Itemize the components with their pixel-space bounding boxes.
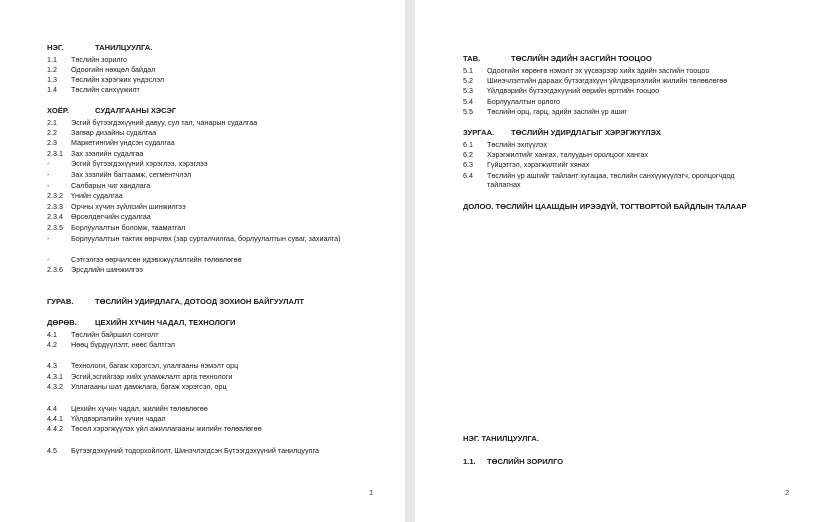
item-number: 2.3.4	[47, 212, 63, 221]
item-text: Үйлдвэрийн бүтээгдэхүүний өөрийн өртгийн тооцоо	[487, 86, 660, 95]
heading-number: ЗУРГАА.	[463, 128, 495, 137]
item-number: 4.4.2	[47, 424, 63, 433]
item-text: Борлуулалтын боломж, тааматгал	[71, 223, 186, 232]
item-text: Технологи, багаж хэрэгсэл, улалгааны нэмэлт орц	[71, 361, 239, 370]
item-text: Төслийн зорилго	[71, 55, 128, 64]
item-number: -	[47, 159, 50, 168]
item-number: 6.3	[463, 160, 473, 169]
item-text: Төслийн санхүүжилт	[71, 85, 140, 94]
heading-title: ТӨСЛИЙН ЭДИЙН ЗАСГИЙН ТООЦОО	[511, 54, 652, 63]
heading-number: ГУРАВ.	[47, 297, 74, 306]
item-text: Одоогийн хөрөнгө нэмэлт эх үүсвэрээр хийх эдийн засгийн тооцоо	[487, 66, 710, 75]
item-text: Шинэчлэлтийн дараах бүтээгдэхүүн үйлдвэрлэлийн жилийн төлөвлөгөө	[487, 76, 728, 85]
item-number: 2.3.3	[47, 202, 63, 211]
item-number: 2.3.2	[47, 191, 63, 200]
heading-number: ДӨРӨВ.	[47, 318, 77, 327]
item-number: 4.3.1	[47, 372, 63, 381]
item-text: Бүтээгдэхүүний тодорхойлолт, Шинэчлэгдсэн Бүтээгдэхүүний танилцуулга	[71, 446, 320, 455]
heading-title: ТӨСЛИЙН УДИРДЛАГА, ДОТООД ЗОХИОН БАЙГУУЛАЛТ	[95, 297, 304, 306]
item-number: 1.3	[47, 75, 57, 84]
item-text: Цехийн хүчин чадал, жилийн төлөвлөгөө	[71, 404, 208, 413]
item-text: Өрсөлдөгчийн судалгаа	[71, 212, 151, 221]
item-text: Салбарын чиг хандлага	[71, 181, 151, 190]
page-number: 2	[785, 488, 790, 497]
heading-number: НЭГ.	[47, 43, 64, 52]
item-text: Нөөц бүрдүүлэлт, нөөс балтгэл	[71, 340, 175, 349]
item-text: Төсөл хэрэгжүүлэх үйл ажиллагааны жилийн төлөвлөгөө	[71, 424, 262, 433]
item-text: Загвар дизайны судалгаа	[71, 128, 157, 137]
item-text: Үйлдвэрлэлийн хүчин чадал	[71, 414, 166, 423]
item-number: 2.3	[47, 138, 57, 147]
heading-number: 1.1.	[463, 457, 476, 466]
item-number: -	[47, 170, 50, 179]
item-text: Уллагааны шат дамжлага, багаж хэрэгсэл, орц	[71, 382, 227, 391]
item-number: 1.1	[47, 55, 57, 64]
heading-title: СУДАЛГААНЫ ХЭСЭГ	[95, 106, 177, 115]
heading-title: ТӨСЛИЙН УДИРДЛАГЫГ ХЭРЭГЖҮҮЛЭХ	[511, 128, 661, 137]
item-number: 4.4.1	[47, 414, 63, 423]
item-text: Эсгий бүтээгдэхүүний хэрэглээ, хэрэглээ	[71, 159, 208, 168]
heading-number: ТАВ.	[463, 54, 481, 63]
item-number: 5.1	[463, 66, 473, 75]
item-number: 5.5	[463, 107, 473, 116]
item-number: -	[47, 255, 50, 264]
item-text: Сэтгэлгээ өөрчилсөн идэвхжүүлалтийн төлөвлөгөө	[71, 255, 242, 264]
item-text: Эрсдлийн шинжилгээ	[71, 265, 143, 274]
item-text: Одоогийн нөхцөл байдал	[71, 65, 156, 74]
item-text: Гүйцэтгэл, хэрэгжилтийг хянах	[487, 160, 590, 169]
page-number: 1	[369, 488, 374, 497]
item-text: Хэрэгжилтийг хангах, талуудын оролцоог хангах	[487, 150, 649, 159]
item-number: 4.3.2	[47, 382, 63, 391]
heading-title: ТАНИЛЦУУЛГА.	[95, 43, 153, 52]
item-number: 6.1	[463, 140, 473, 149]
toc-item	[463, 171, 763, 191]
item-number: 2.3.5	[47, 223, 63, 232]
item-number: 2.2	[47, 128, 57, 137]
toc-item	[47, 234, 347, 254]
item-number: 4.3	[47, 361, 57, 370]
item-number: 2.3.6	[47, 265, 63, 274]
item-text: Зах зээлийн багтаамж, сегментчлэл	[71, 170, 192, 179]
item-number: 5.2	[463, 76, 473, 85]
item-number: 4.2	[47, 340, 57, 349]
item-number: 2.1	[47, 118, 57, 127]
item-text: Төслийн байршил сонголт	[71, 330, 159, 339]
item-text: Эсгий,эсгийгээр хийх уламжлалт арга технологи	[71, 372, 233, 381]
item-text: Үнийн судалгаа	[71, 191, 123, 200]
item-text: Эсгий бүтээгдэхүүний давуу, сул тал, чанарын судалгаа	[71, 118, 258, 127]
heading-number: ХОЁР.	[47, 106, 69, 115]
item-text: Төслийн үр ашгийг тайлант хугацаа, төслийн санхүүжүүлэгч, оролцогчдод тайлагнах	[487, 171, 735, 189]
document-page-2	[415, 0, 823, 522]
item-number: 5.3	[463, 86, 473, 95]
body-heading: НЭГ. ТАНИЛЦУУЛГА.	[463, 434, 539, 443]
item-number: 1.4	[47, 85, 57, 94]
item-number: -	[47, 234, 50, 243]
heading-title: ЦЕХИЙН ХҮЧИН ЧАДАЛ, ТЕХНОЛОГИ	[95, 318, 236, 327]
item-number: 4.5	[47, 446, 57, 455]
item-text: Орчны хүчин зүйлсийн шинжилгээ	[71, 202, 186, 211]
heading-title: ТӨСЛИЙН ЗОРИЛГО	[487, 457, 564, 466]
item-number: 4.4	[47, 404, 57, 413]
item-text: Төслийн хэрэгжих үндэслэл	[71, 75, 165, 84]
item-number: 6.4	[463, 171, 473, 180]
item-text: Зах зээлийн судалгаа	[71, 149, 144, 158]
item-text: Төслийн орц, гарц, эдийн засгийн үр ашиг	[487, 107, 628, 116]
item-number: 2.3.1	[47, 149, 63, 158]
item-text: Борлуулалтын орлого	[487, 97, 560, 106]
item-number: 4.1	[47, 330, 57, 339]
section-heading-7: ДОЛОО. ТӨСЛИЙН ЦААШДЫН ИРЭЭДҮЙ, ТОГТВОРТОЙ БАЙДЛЫН ТАЛААР	[463, 202, 747, 211]
item-number: 5.4	[463, 97, 473, 106]
item-number: -	[47, 181, 50, 190]
document-page-1	[0, 0, 405, 522]
item-text: Төслийн эхлүүлэх	[487, 140, 548, 149]
item-number: 1.2	[47, 65, 57, 74]
item-text: Маркетингийн үндсэн судалгаа	[71, 138, 175, 147]
item-number: 6.2	[463, 150, 473, 159]
item-text: Борлуулалтын тактик өөрчлөх (зар сурталчилгаа, борлуулалтын суваг, захиалга)	[71, 234, 341, 243]
